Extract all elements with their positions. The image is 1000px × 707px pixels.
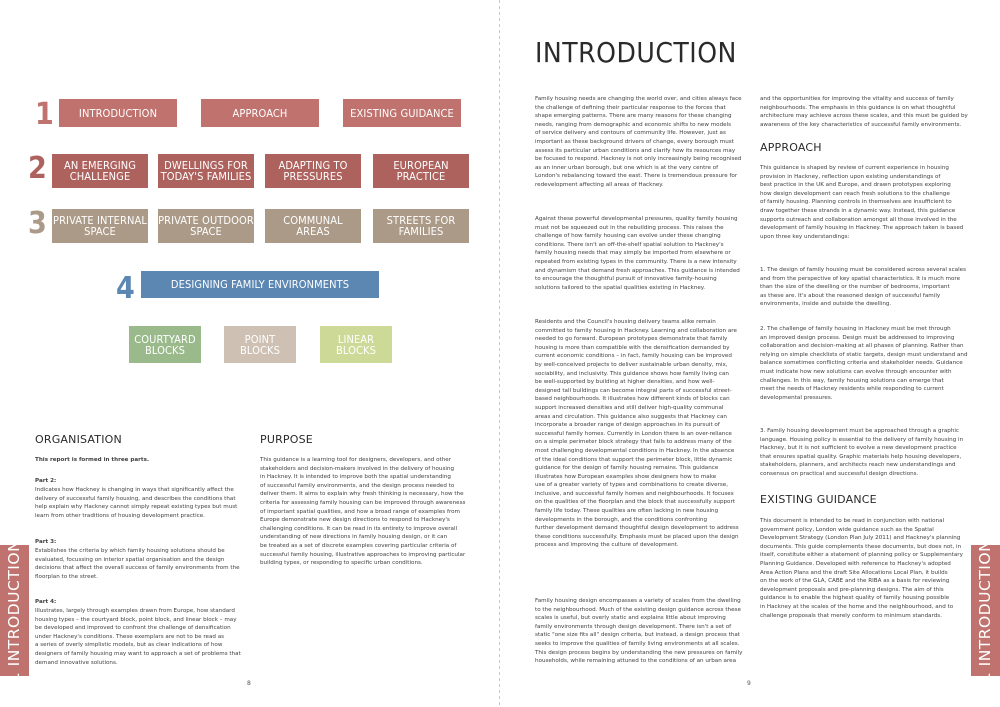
box-designing-family-environments: DESIGNING FAMILY ENVIRONMENTS: [141, 271, 379, 298]
page-number-right: 9: [747, 680, 751, 687]
page-title: INTRODUCTION: [535, 36, 737, 69]
part4-text: Illustrates, largely through examples drawn from Europe, how standard housing types – the courtyard block, point block, and linear block – may be developed and improved to confront the challenge of densification under Hackney's conditions. These exemplars are not to be read as a series of overly simplistic models, but as clear indications of how designers of family housing may want to approach a set of problems that demand innovative solutions.: [35, 608, 241, 666]
row-number-2: 2: [28, 151, 47, 186]
side-tab-right-label: 1 INTRODUCTION: [976, 539, 995, 682]
col1-paragraph-3: Residents and the Council's housing delivery teams alike remain committed to family housing in Hackney. Learning and collaboration are needed to go forward. European prototypes demonstrate that family housing is more than compatible with the densification demanded by current economic conditions – in fact, family housing can be improved by well-conceived projects to deliver sustainable urban density, mix, sociability, and inclusivity. This guidance shows how family living can be well-supported by building at higher densities, and how well- designed tall buildings can become integral parts of successful street- based neighbourhoods. It illustrates how different kinds of blocks can support increased densities and still deliver high-quality communal areas and circulation. This guidance also suggests that Hackney can incorporate a broader range of design approaches in its pursuit of successful family homes. Currently in London there is an over-reliance on a simple perimeter block strategy that fails to address many of the most challenging developmental conditions in Hackney. In the absence of the ideal conditions that support the perimeter block, little dynamic guidance for the design of family housing remains. This guidance illustrates how European examples show designers how to make use of a greater variety of types and combinations to create diverse, inclusive, and successful family homes and neighbourhoods. It focuses on the qualities of the floorplan and the block that successfully support family life today. These qualities are often lacking in new housing developments in the borough, and the conditions confronting further development demand thoughtful design development to address these conditions successfully. Emphasis must be placed upon the design process and improving the culture of development.: [535, 319, 739, 549]
side-tab-left-label: 1 INTRODUCTION: [5, 539, 24, 682]
page-number-left: 8: [247, 680, 251, 687]
box-linear-blocks: LINEAR BLOCKS: [320, 326, 392, 363]
box-courtyard-blocks: COURTYARD BLOCKS: [129, 326, 201, 363]
box-existing-guidance: EXISTING GUIDANCE: [343, 99, 461, 127]
part3-text: Establishes the criteria by which family housing solutions should be evaluated, focussing on interior spatial organisation and the design decisions that affect the overall success of family environments from the floorplan to the street.: [35, 548, 240, 580]
approach-paragraph-1: This guidance is shaped by review of current experience in housing provision in Hackney, reflection upon existing understandings of best practice in the UK and Europe, and drawn prototypes exploring how design development can reach fresh solutions to the challenge of family housing. Planning controls in themselves are insufficient to draw together these strands in a dynamic way. Instead, this guidance supports outreach and collaboration amongst all those involved in the development of family housing in Hackney. The approach taken is based upon three key understandings:: [760, 165, 964, 240]
part2-title: Part 2:: [35, 478, 57, 484]
row-number-4: 4: [116, 271, 135, 306]
box-emerging-challenge: AN EMERGING CHALLENGE: [52, 154, 148, 188]
part3-title: Part 3:: [35, 539, 57, 545]
box-communal-areas: COMMUNAL AREAS: [265, 209, 361, 243]
right-page: [500, 0, 1000, 707]
box-streets-families: STREETS FOR FAMILIES: [373, 209, 469, 243]
box-european-practice: EUROPEAN PRACTICE: [373, 154, 469, 188]
col2-paragraph-0: and the opportunities for improving the vitality and success of family neighbourhoods. The emphasis in this guidance is on what thoughtful architecture may achieve across these scales, and this must be guided by awareness of the key characteristics of successful family environments.: [760, 96, 968, 128]
organisation-heading: ORGANISATION: [35, 433, 122, 446]
part2-text: Indicates how Hackney is changing in ways that significantly affect the delivery of successful family housing, and describes the conditions that help explain why Hackney cannot simply repeat existing types but must learn from other traditions of housing development practice.: [35, 487, 238, 519]
box-introduction: INTRODUCTION: [59, 99, 177, 127]
side-tab-right: [971, 539, 1000, 682]
part4-title: Part 4:: [35, 599, 57, 605]
box-point-blocks: POINT BLOCKS: [224, 326, 296, 363]
box-approach: APPROACH: [201, 99, 319, 127]
approach-paragraph-2: 1. The design of family housing must be considered across several scales and from the perspective of key spatial characteristics. It is much more than the size of the dwelling or the number of bedrooms, important as these are. It's about the reasoned design of successful family environments, inside and outside the dwelling.: [760, 267, 967, 308]
box-private-outdoor: PRIVATE OUTDOOR SPACE: [158, 209, 254, 243]
approach-paragraph-4: 3. Family housing development must be approached through a graphic language. Housing policy is essential to the delivery of family housing in Hackney, but it is not sufficient to evolve a new development practice that ensures spatial quality. Graphic materials help housing developers, stakeholders, planners, and architects reach new understandings and consensus on practical and successful design directions.: [760, 428, 964, 477]
col1-paragraph-2: Against these powerful developmental pressures, quality family housing must not be squeezed out in the rebuilding process. This raises the challenge of how family housing can evolve under these changing conditions. There isn't an off-the-shelf spatial solution to Hackney's family housing needs that may simply be imported from elsewhere or repeated from existing types in the community. There is a new intensity and dynamism that demand fresh approaches. This guidance is intended to encourage the thoughtful pursuit of innovative family-housing solutions tailored to the spatial qualities existing in Hackney.: [535, 216, 740, 291]
box-dwellings-families: DWELLINGS FOR TODAY'S FAMILIES: [158, 154, 254, 188]
existing-guidance-heading: EXISTING GUIDANCE: [760, 493, 877, 506]
organisation-intro: This report is formed in three parts.: [35, 457, 150, 463]
col1-paragraph-1: Family housing needs are changing the world over, and cities always face the challenge of defining their particular response to the forces that shape emerging patterns. There are many reasons for these changing needs, ranging from demographic and economic shifts to new models of service delivery and contours of community life. However, just as important as these background drivers of change, every borough must assess its particular urban conditions and clarify how its resources may be focused to respond. Hackney is not only increasingly being recognised as an inner urban borough, but one which is at the very centre of London's rebalancing toward the east. There is tremendous pressure for redevelopment affecting all areas of Hackney.: [535, 96, 742, 188]
approach-paragraph-3: 2. The challenge of family housing in Hackney must be met through an improved design process. Design must be addressed to improving collaboration and decision-making at all phases of planning. Rather than relying on simple checklists of static targets, design must understand and balance sometimes conflicting criteria and stakeholder needs. Guidance must indicate how new solutions can evolve through encounter with challenges. In this way, family housing solutions can emerge that meet the needs of Hackney residents while responding to current developmental pressures.: [760, 326, 968, 401]
box-adapting-pressures: ADAPTING TO PRESSURES: [265, 154, 361, 188]
row-number-3: 3: [28, 206, 47, 241]
side-tab-left: [0, 539, 29, 682]
col1-paragraph-4: Family housing design encompasses a variety of scales from the dwelling to the neighbourhood. Much of the existing design guidance across these scales is useful, but overly static and explains little about improving family environments through design development. There isn't a set of static "one size fits all" design criteria, but instead, a design process that seeks to improve the qualities of family living environments at all scales. This design process begins by understanding the new pressures on family households, while remaining attuned to the conditions of an urban area: [535, 598, 743, 665]
purpose-heading: PURPOSE: [260, 433, 313, 446]
existing-guidance-paragraph: This document is intended to be read in conjunction with national government policy, London wide guidance such as the Spatial Development Strategy (London Plan July 2011) and Hackney's planning documents. This guide complements these documents, but does not, in itself, constitute either a statement of planning policy or Supplementary Planning Guidance. Developed with reference to Hackney's adopted Area Action Plans and the draft Site Allocations Local Plan, it builds on the work of the GLA, CABE and the RIBA as a basis for reviewing development proposals and pre-planning designs. The aim of this guidance is to enable the highest quality of family housing possible in Hackney at the scales of the home and the neighbourhood, and to challenge proposals that merely conform to minimum standards.: [760, 518, 963, 619]
row-number-1: 1: [35, 97, 54, 132]
box-private-internal: PRIVATE INTERNAL SPACE: [52, 209, 148, 243]
approach-heading: APPROACH: [760, 141, 822, 154]
purpose-text: This guidance is a learning tool for designers, developers, and other stakeholders and decision-makers involved in the delivery of housing in Hackney. It is intended to improve both the spatial understanding of successful family environments, and the design process needed to deliver them. It aims to explain why fresh thinking is necessary, how the criteria for assessing family housing can be improved through awareness of important spatial qualities, and how a broad range of examples from Europe demonstrate new design directions to respond to Hackney's challenging conditions. It can be read in its entirety to improve overall understanding of new directions in family housing design, or it can be treated as a set of discrete examples covering particular criteria of successful family housing, illustrative approaches to improving particular building types, or responding to specific urban conditions.: [260, 457, 466, 567]
